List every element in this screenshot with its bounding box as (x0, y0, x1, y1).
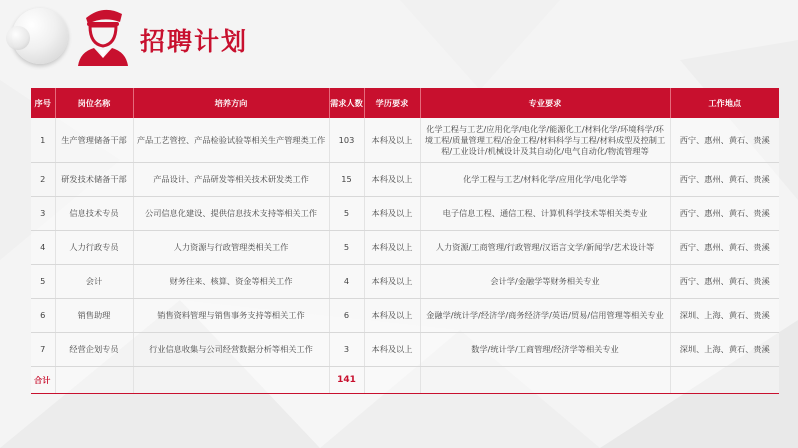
cell-position: 销售助理 (55, 299, 133, 333)
column-header-count: 需求人数 (329, 88, 364, 118)
cell-no: 6 (31, 299, 55, 333)
table-row (31, 231, 779, 265)
cell-education: 本科及以上 (364, 197, 420, 231)
cell-count: 5 (329, 231, 364, 265)
total-row (31, 367, 779, 394)
column-header-position: 岗位名称 (55, 88, 133, 118)
table-row (31, 197, 779, 231)
cell-count: 3 (329, 333, 364, 367)
table-row (31, 265, 779, 299)
cell-position: 信息技术专员 (55, 197, 133, 231)
cell-education: 本科及以上 (364, 118, 420, 163)
cell-major: 会计学/金融学等财务相关专业 (420, 265, 670, 299)
cell-major: 化学工程与工艺/材料化学/应用化学/电化学等 (420, 163, 670, 197)
cell-direction: 公司信息化建设、提供信息技术支持等相关工作 (133, 197, 329, 231)
cell-no: 1 (31, 118, 55, 163)
cell-no: 4 (31, 231, 55, 265)
cell-education: 本科及以上 (364, 299, 420, 333)
silver-sphere-icon (12, 8, 68, 64)
cell-education: 本科及以上 (364, 163, 420, 197)
cell-education: 本科及以上 (364, 231, 420, 265)
column-header-no: 序号 (31, 88, 55, 118)
cell-direction: 销售资料管理与销售事务支持等相关工作 (133, 299, 329, 333)
cell-major: 电子信息工程、通信工程、计算机科学技术等相关类专业 (420, 197, 670, 231)
cell-direction: 财务往来、核算、资金等相关工作 (133, 265, 329, 299)
staff-person-icon (70, 2, 136, 68)
cell-position: 生产管理储备干部 (55, 118, 133, 163)
cell-position: 经营企划专员 (55, 333, 133, 367)
cell-direction: 产品设计、产品研发等相关技术研发类工作 (133, 163, 329, 197)
cell-count: 15 (329, 163, 364, 197)
cell-location: 西宁、惠州、黄石、贵溪 (670, 118, 779, 163)
cell-count: 103 (329, 118, 364, 163)
column-header-direction: 培养方向 (133, 88, 329, 118)
cell-count: 5 (329, 197, 364, 231)
cell-no: 7 (31, 333, 55, 367)
cell-no: 3 (31, 197, 55, 231)
cell-position: 会计 (55, 265, 133, 299)
column-header-education: 学历要求 (364, 88, 420, 118)
cell-major: 金融学/统计学/经济学/商务经济学/英语/贸易/信用管理等相关专业 (420, 299, 670, 333)
column-header-major: 专业要求 (420, 88, 670, 118)
cell-major: 化学工程与工艺/应用化学/电化学/能源化工/材料化学/环境科学/环境工程/质量管理工程/冶金工程/材料科学与工程/材料成型及控制工程/工业设计/机械设计及其自动化/电气自动化/物流管理等 (420, 118, 670, 163)
total-value: 141 (329, 367, 364, 394)
cell-location: 深圳、上海、黄石、贵溪 (670, 333, 779, 367)
cell-location: 西宁、惠州、黄石、贵溪 (670, 197, 779, 231)
cell-direction: 产品工艺管控、产品检验试验等相关生产管理类工作 (133, 118, 329, 163)
cell-position: 研发技术储备干部 (55, 163, 133, 197)
table-header-row (31, 88, 779, 118)
table-row (31, 118, 779, 163)
cell-no: 5 (31, 265, 55, 299)
cell-education: 本科及以上 (364, 333, 420, 367)
cell-count: 4 (329, 265, 364, 299)
cell-location: 西宁、惠州、黄石、贵溪 (670, 265, 779, 299)
table-row (31, 299, 779, 333)
cell-location: 西宁、惠州、黄石、贵溪 (670, 231, 779, 265)
cell-major: 数学/统计学/工商管理/经济学等相关专业 (420, 333, 670, 367)
header (0, 0, 798, 80)
cell-count: 6 (329, 299, 364, 333)
cell-education: 本科及以上 (364, 265, 420, 299)
cell-direction: 行业信息收集与公司经营数据分析等相关工作 (133, 333, 329, 367)
cell-no: 2 (31, 163, 55, 197)
table-row (31, 333, 779, 367)
page-title: 招聘计划 (140, 27, 249, 56)
cell-direction: 人力资源与行政管理类相关工作 (133, 231, 329, 265)
recruitment-table (31, 88, 779, 394)
column-header-location: 工作地点 (670, 88, 779, 118)
total-label: 合计 (31, 367, 55, 394)
cell-location: 西宁、惠州、黄石、贵溪 (670, 163, 779, 197)
table-row (31, 163, 779, 197)
cell-position: 人力行政专员 (55, 231, 133, 265)
cell-location: 深圳、上海、黄石、贵溪 (670, 299, 779, 333)
cell-major: 人力资源/工商管理/行政管理/汉语言文学/新闻学/艺术设计等 (420, 231, 670, 265)
